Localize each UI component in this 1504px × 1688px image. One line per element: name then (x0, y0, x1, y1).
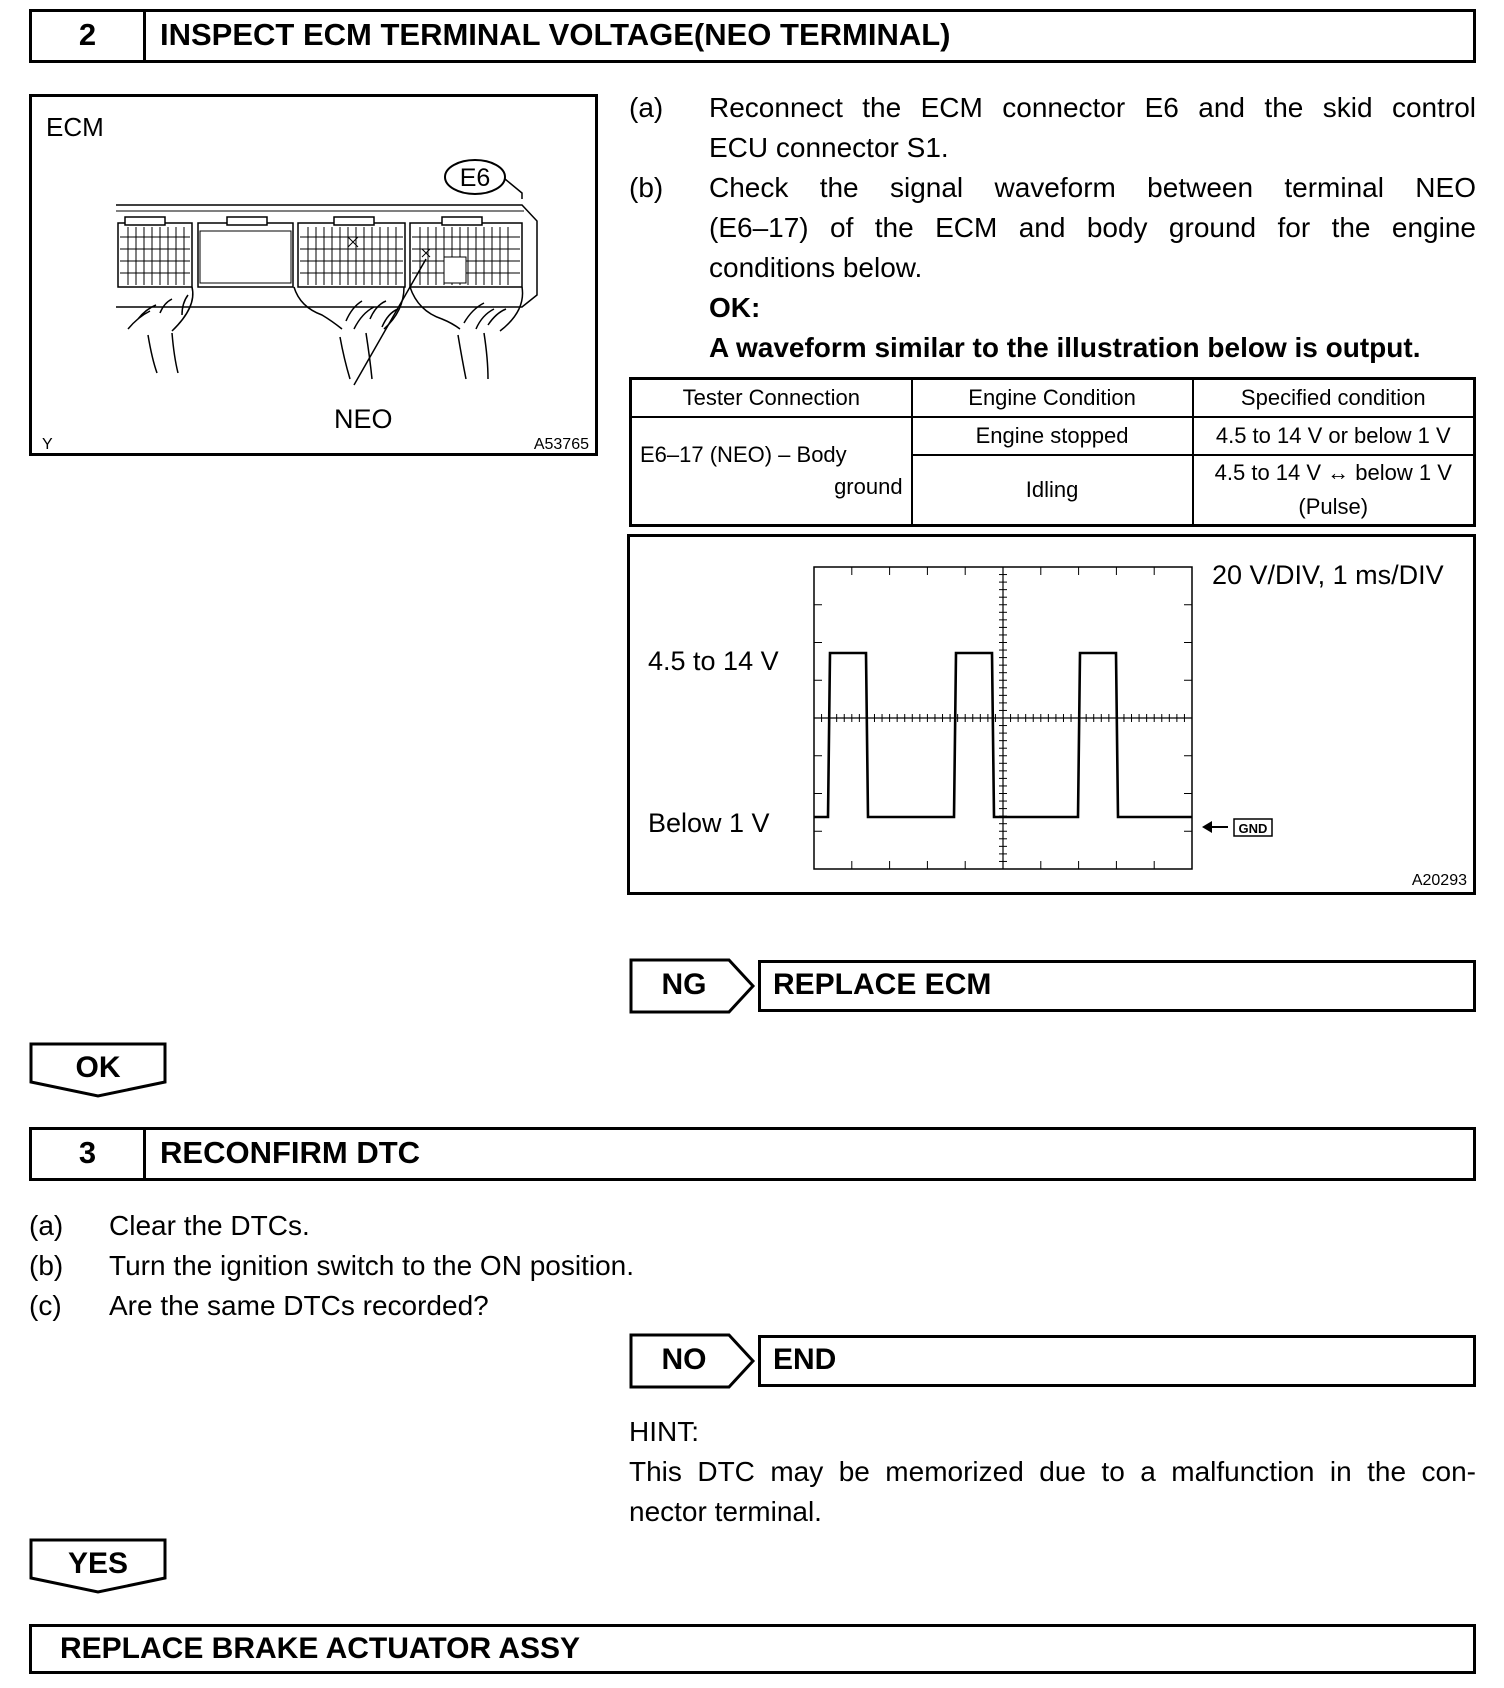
no-tag: NO (661, 1343, 707, 1376)
figure-corner-code: Y (42, 436, 53, 453)
oscilloscope-graph (630, 537, 1473, 892)
step-3c-label: (c) (29, 1290, 62, 1321)
step-2b-label: (b) (629, 172, 664, 203)
connection-line-1: E6–17 (NEO) – Body (640, 442, 847, 467)
connection-line-2: ground (834, 474, 903, 499)
waveform-figure (627, 534, 1476, 895)
header-engine-condition: Engine Condition (912, 379, 1193, 418)
step-title: RECONFIRM DTC (160, 1135, 421, 1170)
ecm-connector-drawing (32, 97, 595, 453)
cell-tester-connection (631, 417, 912, 526)
final-action-box: REPLACE BRAKE ACTUATOR ASSY (29, 1624, 1476, 1674)
step-3-header (29, 1127, 1476, 1181)
low-level-label: Below 1 V (648, 808, 770, 838)
step-number: 2 (32, 12, 146, 60)
header-tester-connection: Tester Connection (631, 379, 912, 418)
cell-spec-idling (1193, 455, 1475, 526)
header-specified-condition: Specified condition (1193, 379, 1475, 418)
step-2a-label: (a) (629, 92, 664, 123)
ng-tag: NG (661, 968, 707, 1001)
e6-callout-text: E6 (459, 164, 491, 192)
ng-result-box: REPLACE ECM (758, 960, 1476, 1012)
scale-label: 20 V/DIV, 1 ms/DIV (1212, 560, 1444, 590)
ground-marker-text: GND (1238, 821, 1268, 836)
step-2b-line-1: Check the signal waveform between terminal NEO (709, 172, 1476, 203)
hint-line-2: nector terminal. (629, 1496, 822, 1527)
hint-line-1: This DTC may be memorized due to a malfunction in the con- (629, 1456, 1476, 1487)
spec-table (629, 377, 1476, 527)
waveform-figure-id: A20293 (1411, 872, 1467, 889)
ecm-label: ECM (46, 112, 104, 142)
figure-id: A53765 (533, 436, 589, 453)
table-header-row (631, 379, 1475, 418)
step-3b-text: Turn the ignition switch to the ON position. (109, 1250, 634, 1281)
step-3a-label: (a) (29, 1210, 64, 1241)
ok-heading: OK: (709, 292, 761, 323)
spec-idling-line-2: (Pulse) (1298, 494, 1369, 519)
step-2a-line-2: ECU connector S1. (709, 132, 949, 163)
neo-terminal-label: NEO (334, 404, 393, 434)
spec-idling-line-1: 4.5 to 14 V ↔ below 1 V (1214, 460, 1452, 485)
step-3c-text: Are the same DTCs recorded? (109, 1290, 489, 1321)
step-2b-line-3: conditions below. (709, 252, 923, 283)
step-3a-text: Clear the DTCs. (109, 1210, 310, 1241)
step-2a-line-1: Reconnect the ECM connector E6 and the skid control (709, 92, 1476, 123)
ecm-connector-figure (29, 94, 598, 456)
step-3b-label: (b) (29, 1250, 64, 1281)
step-2b-line-2: (E6–17) of the ECM and body ground for the engine (709, 212, 1476, 243)
table-row (631, 417, 1475, 455)
ok-criteria: A waveform similar to the illustration below is output. (709, 332, 1421, 363)
cell-engine-stopped: Engine stopped (912, 417, 1193, 455)
ok-tag: OK (75, 1051, 121, 1084)
cell-idling: Idling (912, 455, 1193, 526)
cell-spec-stopped: 4.5 to 14 V or below 1 V (1193, 417, 1475, 455)
high-level-label: 4.5 to 14 V (648, 646, 779, 676)
step-2-header (29, 9, 1476, 63)
yes-tag: YES (67, 1547, 129, 1580)
no-result-box: END (758, 1335, 1476, 1387)
hint-heading: HINT: (629, 1416, 699, 1447)
step-number: 3 (32, 1130, 146, 1178)
step-title: INSPECT ECM TERMINAL VOLTAGE(NEO TERMINAL) (160, 17, 951, 52)
